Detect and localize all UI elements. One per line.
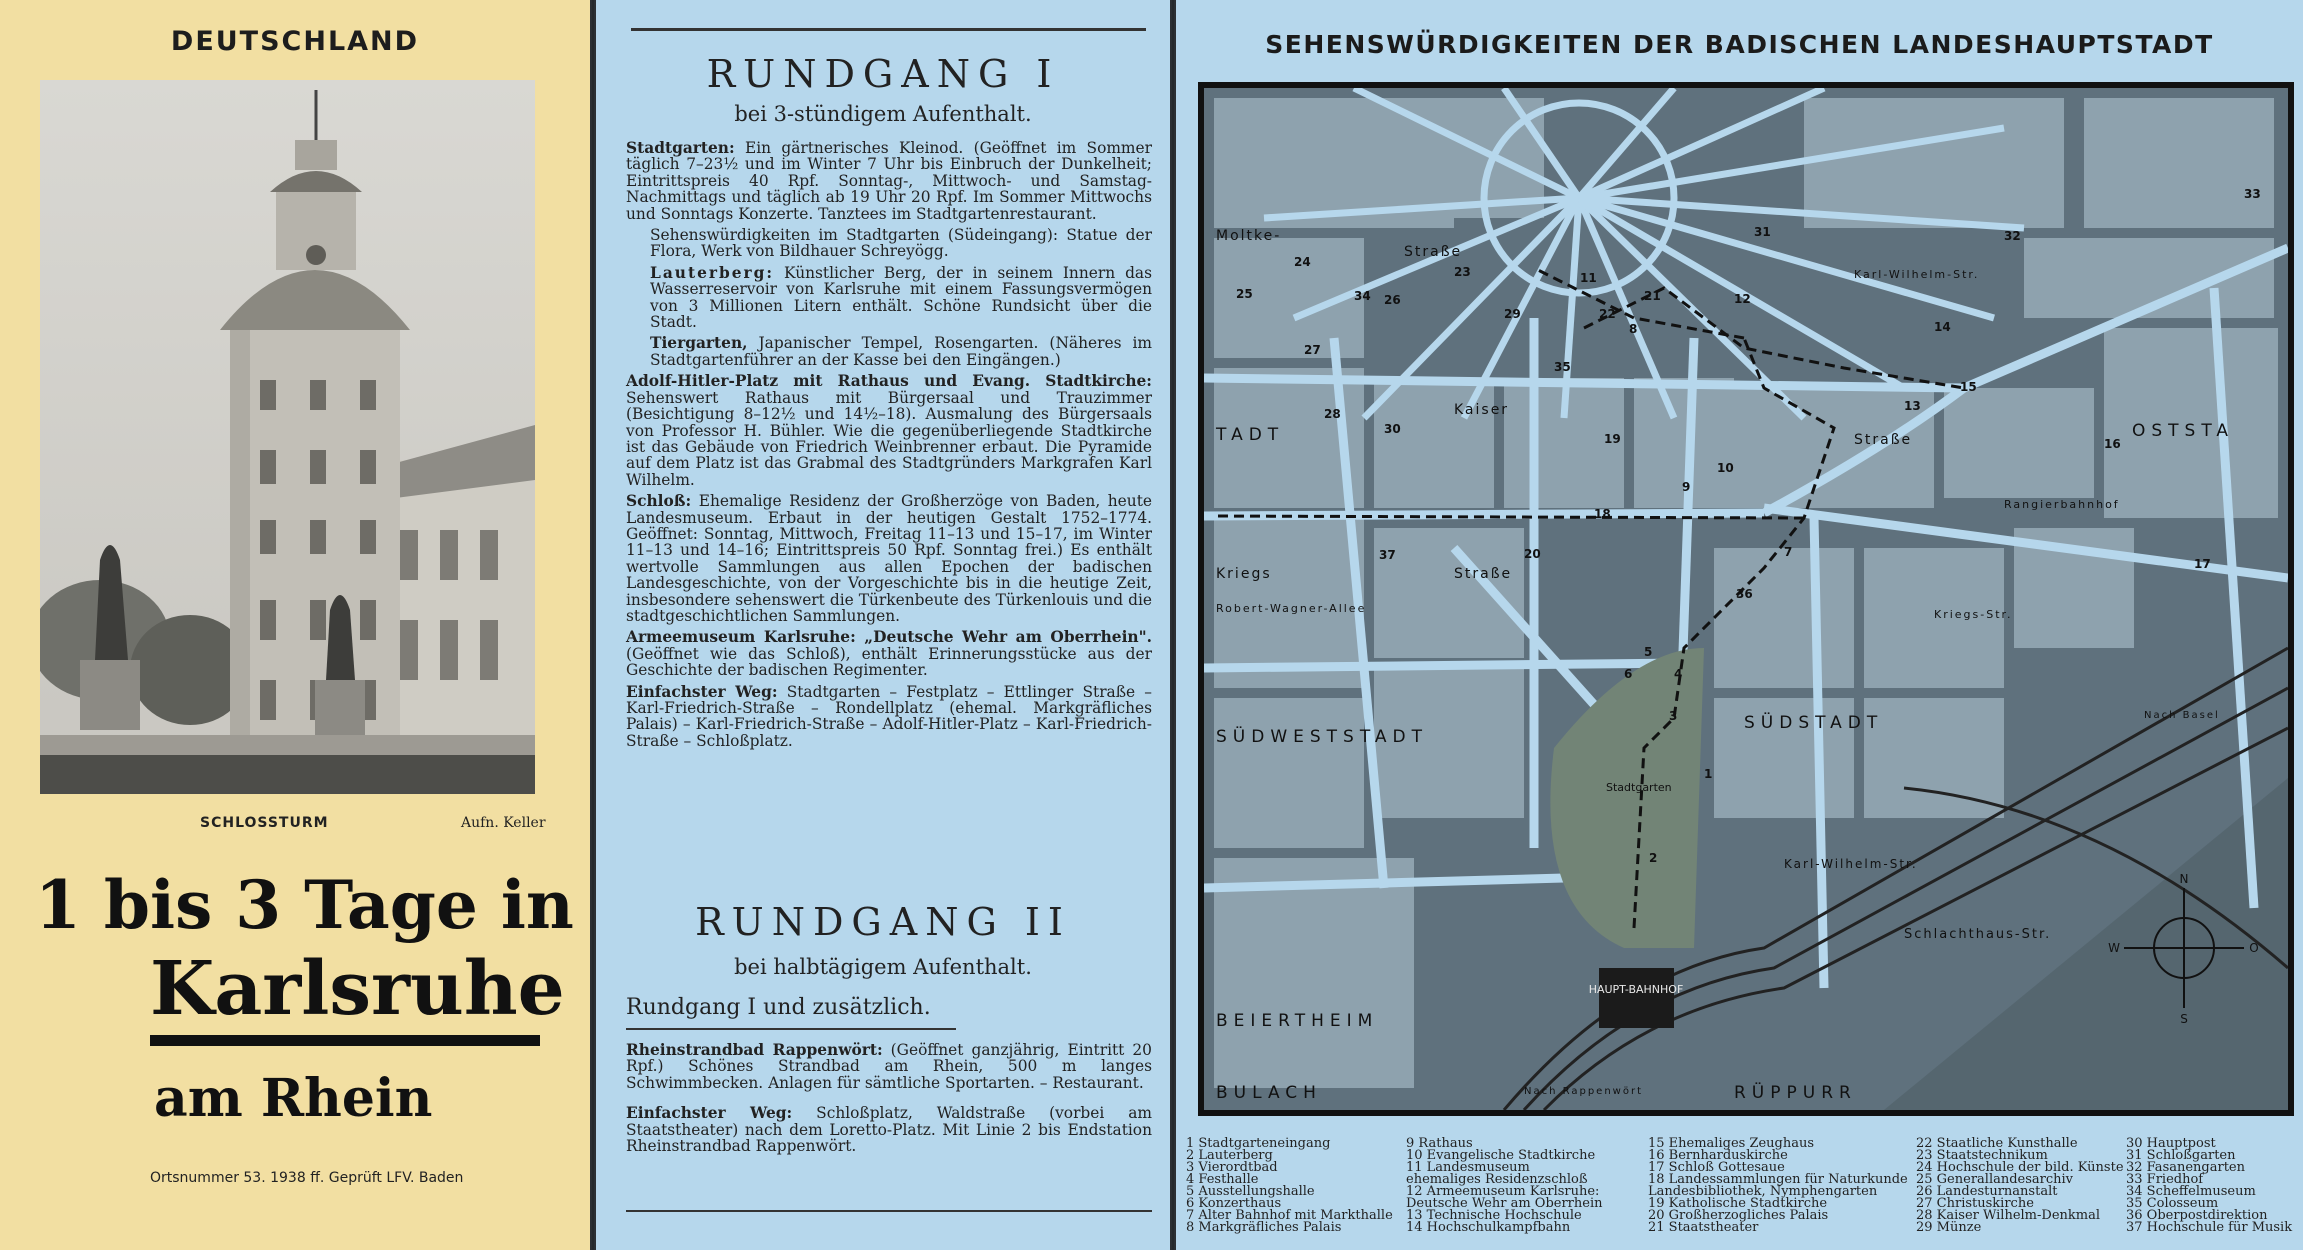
svg-text:28: 28	[1324, 407, 1341, 421]
fold-line	[592, 0, 594, 1250]
svg-text:13: 13	[1904, 399, 1921, 413]
r2-paragraph: Einfachster Weg: Schloßplatz, Waldstraße (vorbei am Staatstheater) nach dem Loretto-Platz. Mit Linie 2 bis Endstation Rheinstrandbad Rappenwört.	[626, 1104, 1152, 1156]
top-rule	[631, 28, 1146, 31]
street-label: Moltke-	[1216, 228, 1282, 244]
legend-column: 22 Staatliche Kunsthalle 23 Staatstechnikum 24 Hochschule der bild. Künste 25 Generallandesarchiv 26 Landesturnanstalt 27 Christuskirche 28 Kaiser Wilhelm-Denkmal 29 Münze	[1916, 1136, 2124, 1235]
cover-footer: Ortsnummer 53. 1938 ff. Geprüft LFV. Baden	[150, 1170, 464, 1186]
fold-line	[1172, 0, 1174, 1250]
svg-text:N: N	[2179, 872, 2189, 886]
svg-text:11: 11	[1580, 271, 1597, 285]
svg-text:15: 15	[1960, 380, 1977, 394]
district-label: RÜPPURR	[1734, 1083, 1857, 1103]
r2-paragraph: Rheinstrandbad Rappenwört: (Geöffnet ganzjährig, Eintritt 20 Rpf.) Schönes Strandbad am Rhein, 500 m langes Schwimmbecken. Anlagen für sämtliche Sportarten. – Restaurant.	[626, 1041, 1152, 1092]
legend-column: 9 Rathaus 10 Evangelische Stadtkirche 11 Landesmuseum ehemaliges Residenzschloß 12 Armeemuseum Karlsruhe: Deutsche Wehr am Oberrhein 13 Technische Hochschule 14 Hochschulkampfbahn	[1406, 1136, 1603, 1235]
rundgang1-text	[626, 140, 1152, 754]
street-label: Nach Basel	[2144, 710, 2220, 721]
svg-text:33: 33	[2244, 187, 2261, 201]
svg-text:2: 2	[1649, 851, 1658, 865]
street-label: Kaiser	[1454, 402, 1510, 418]
street-label: Karl-Wilhelm-Str.	[1854, 268, 1980, 281]
svg-text:35: 35	[1554, 360, 1571, 374]
svg-text:22: 22	[1599, 307, 1616, 321]
svg-text:26: 26	[1384, 293, 1401, 307]
district-label: BEIERTHEIM	[1216, 1011, 1379, 1031]
svg-text:6: 6	[1624, 667, 1633, 681]
district-label: SÜDWESTSTADT	[1216, 727, 1429, 747]
r1-paragraph: Stadtgarten: Ein gärtnerisches Kleinod. (Geöffnet im Sommer täglich 7–23½ und im Winter 7 Uhr bis Einbruch der Dunkelheit; Eintrittspreis 40 Rpf. Sonntag-, Mittwoch- und Samstag-Nachmittags und täglich ab 19 Uhr 20 Rpf. Im Sommer Mittwochs und Sonntags Konzerte. Tanztees im Stadtgartenrestaurant.	[626, 139, 1152, 223]
bottom-rule	[626, 1210, 1152, 1212]
city-map	[1198, 82, 2294, 1116]
cover-country: DEUTSCHLAND	[170, 26, 420, 57]
svg-text:9: 9	[1682, 480, 1691, 494]
legend-column: 1 Stadtgarteneingang 2 Lauterberg 3 Vierordtbad 4 Festhalle 5 Ausstellungshalle 6 Konzerthaus 7 Alter Bahnhof mit Markthalle 8 Markgräfliches Palais	[1186, 1136, 1393, 1235]
svg-text:10: 10	[1717, 461, 1734, 475]
svg-text:36: 36	[1736, 587, 1753, 601]
legend-column: 15 Ehemaliges Zeughaus 16 Bernharduskirche 17 Schloß Gottesaue 18 Landessammlungen für Naturkunde Landesbibliothek, Nymphengarten 19 Katholische Stadtkirche 20 Großherzogliches Palais 21 Staatstheater	[1648, 1136, 1908, 1235]
photo-credit: Aufn. Keller	[461, 815, 546, 831]
street-label: Straße	[1854, 432, 1913, 448]
cover-title-line2: Karlsruhe	[150, 946, 565, 1032]
cover-panel	[0, 0, 590, 1250]
svg-text:W: W	[2108, 941, 2120, 955]
street-label: Kriegs-Str.	[1934, 608, 2013, 621]
cover-title-line1: 1 bis 3 Tage in	[35, 866, 574, 944]
district-label: BULACH	[1216, 1083, 1322, 1103]
svg-text:32: 32	[2004, 229, 2021, 243]
svg-text:34: 34	[1354, 289, 1371, 303]
svg-text:25: 25	[1236, 287, 1253, 301]
svg-text:20: 20	[1524, 547, 1541, 561]
svg-text:23: 23	[1454, 265, 1471, 279]
svg-text:14: 14	[1934, 320, 1951, 334]
rundgang2-text	[626, 1042, 1152, 1159]
svg-text:37: 37	[1379, 548, 1396, 562]
r1-paragraph: Lauterberg: Künstlicher Berg, der in seinem Innern das Wasserreservoir von Karlsruhe mit einem Fassungsvermögen von 3 Millionen Litern enthält. Schöne Rundsicht über die Stadt.	[650, 263, 1152, 332]
svg-text:1: 1	[1704, 767, 1713, 781]
rundgang1-subtitle: bei 3-stündigem Aufenthalt.	[734, 102, 1032, 126]
street-label: Rangierbahnhof	[2004, 498, 2120, 511]
svg-text:30: 30	[1384, 422, 1401, 436]
r1-paragraph: Schloß: Ehemalige Residenz der Großherzöge von Baden, heute Landesmuseum. Erbaut in der heutigen Gestalt 1752–1774. Geöffnet: Sonntag, Mittwoch, Freitag 11–13 und 15–17, im Winter 11–13 und 14–16; Eintrittspreis 50 Rpf. Sonntag frei.) Es enthält wertvolle Sammlungen aus allen Epochen der badischen Landesgeschichte, von der Vorgeschichte bis in die heutige Zeit, insbesondere sehenswert die Türkenbeute des Türkenlouis und die stadtgeschichtlichen Sammlungen.	[626, 492, 1152, 625]
city-map-drawing	[1204, 88, 2288, 1110]
map-panel	[1176, 0, 2303, 1250]
svg-text:8: 8	[1629, 322, 1638, 336]
street-label: Robert-Wagner-Allee	[1216, 602, 1367, 615]
district-label: SÜDSTADT	[1744, 713, 1884, 733]
svg-text:3: 3	[1669, 709, 1678, 723]
schlossturm-photo	[40, 80, 535, 794]
street-label: Straße	[1404, 244, 1463, 260]
svg-text:12: 12	[1734, 292, 1751, 306]
svg-text:O: O	[2249, 941, 2259, 955]
svg-text:29: 29	[1504, 307, 1521, 321]
svg-text:7: 7	[1784, 545, 1793, 559]
district-label: OSTSTA	[2132, 421, 2235, 441]
rundgang2-title: RUNDGANG II	[695, 900, 1071, 944]
street-label: Nach Rappenwört	[1524, 1086, 1643, 1097]
lead-rule	[626, 1028, 956, 1030]
svg-text:31: 31	[1754, 225, 1771, 239]
svg-text:5: 5	[1644, 645, 1653, 659]
svg-text:4: 4	[1674, 667, 1683, 681]
r1-paragraph: Armeemuseum Karlsruhe: „Deutsche Wehr am Oberrhein". (Geöffnet wie das Schloß), enthält Erinnerungsstücke aus der Geschichte der badischen Regimenter.	[626, 628, 1152, 680]
r1-paragraph: Tiergarten, Japanischer Tempel, Rosengarten. (Näheres im Stadtgartenführer an der Kasse bei den Eingängen.)	[650, 334, 1152, 369]
district-label: TADT	[1216, 425, 1285, 445]
cover-title-line3: am Rhein	[154, 1068, 433, 1129]
photo-caption: SCHLOSSTURM	[200, 815, 329, 831]
rundgang2-lead: Rundgang I und zusätzlich.	[626, 995, 931, 1020]
map-title: SEHENSWÜRDIGKEITEN DER BADISCHEN LANDESHAUPTSTADT	[1265, 30, 2214, 59]
tower-photo-illustration	[40, 80, 535, 794]
r1-paragraph: Sehenswürdigkeiten im Stadtgarten (Südeingang): Statue der Flora, Werk von Bildhauer Schreyögg.	[650, 226, 1152, 261]
hbf-label: HAUPT-BAHNHOF	[1588, 983, 1684, 996]
street-label: Schlachthaus-Str.	[1904, 927, 2052, 942]
rundgang1-title: RUNDGANG I	[706, 52, 1060, 96]
stadtgarten-label: Stadtgarten	[1606, 781, 1672, 794]
rundgang2-subtitle: bei halbtägigem Aufenthalt.	[734, 955, 1032, 979]
svg-text:27: 27	[1304, 343, 1321, 357]
street-label: Straße	[1454, 566, 1513, 582]
street-label: Kriegs	[1216, 566, 1272, 582]
legend-column: 30 Hauptpost 31 Schloßgarten 32 Fasanengarten 33 Friedhof 34 Scheffelmuseum 35 Colosseum 36 Oberpostdirektion 37 Hochschule für Musik	[2126, 1136, 2293, 1235]
svg-text:21: 21	[1644, 289, 1661, 303]
svg-text:16: 16	[2104, 437, 2121, 451]
svg-text:17: 17	[2194, 557, 2211, 571]
r1-paragraph: Einfachster Weg: Stadtgarten – Festplatz – Ettlinger Straße – Karl-Friedrich-Straße – Rondellplatz (ehemal. Markgräfliches Palais) – Karl-Friedrich-Straße – Adolf-Hitler-Platz – Karl-Friedrich-Straße – Schloßplatz.	[626, 682, 1153, 750]
svg-text:S: S	[2180, 1012, 2188, 1026]
tour-text-panel	[596, 0, 1170, 1250]
r1-paragraph: Adolf-Hitler-Platz mit Rathaus und Evang. Stadtkirche: Sehenswert Rathaus mit Bürgersaal und Trauzimmer (Besichtigung 8–12½ und 14½–18). Ausmalung des Bürgersaals von Professor H. Bühler. Wie die gegenüberliegende Stadtkirche ist das Gebäude von Friedrich Weinbrenner erbaut. Die Pyramide auf dem Platz ist das Grabmal des Stadtgründers Markgrafen Karl Wilhelm.	[626, 372, 1152, 489]
street-label: Karl-Wilhelm-Str.	[1784, 857, 1918, 871]
svg-text:18: 18	[1594, 507, 1611, 521]
svg-text:19: 19	[1604, 432, 1621, 446]
svg-text:24: 24	[1294, 255, 1311, 269]
cover-title-rule	[150, 1035, 540, 1046]
